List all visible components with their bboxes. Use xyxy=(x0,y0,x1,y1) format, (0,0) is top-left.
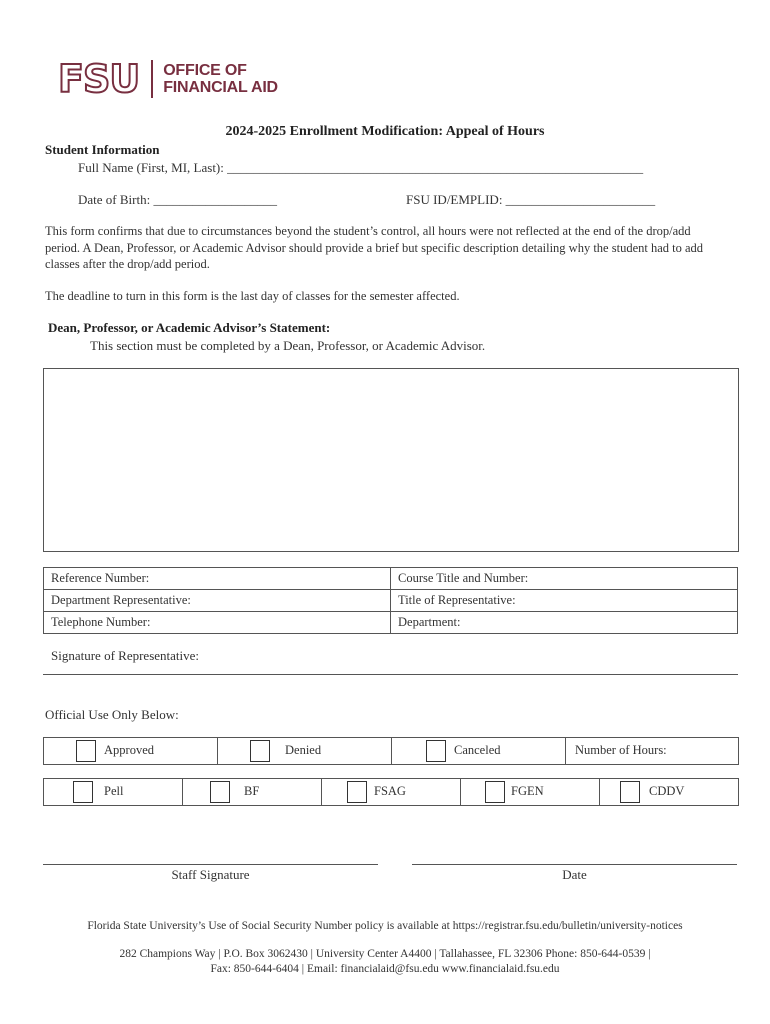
fgen-label: FGEN xyxy=(511,784,544,798)
approved-cell xyxy=(44,738,218,764)
fgen-cell xyxy=(461,779,600,805)
statement-heading: Dean, Professor, or Academic Advisor’s Statement: xyxy=(48,320,331,335)
department-representative-field[interactable]: Department Representative: xyxy=(44,590,391,612)
cddv-cell xyxy=(600,779,738,805)
fsag-cell xyxy=(322,779,461,805)
fsu-financial-aid-logo xyxy=(58,57,278,101)
funds-row xyxy=(43,778,739,806)
logo-line-2: FINANCIAL AID xyxy=(163,79,278,96)
statement-note: This section must be completed by a Dean, Professor, or Academic Advisor. xyxy=(90,338,486,353)
cddv-checkbox[interactable] xyxy=(620,781,640,803)
denied-cell xyxy=(218,738,392,764)
canceled-label: Canceled xyxy=(454,743,501,757)
representative-info-table xyxy=(43,567,738,634)
number-of-hours-label: Number of Hours: xyxy=(575,743,667,757)
date-line[interactable] xyxy=(412,864,737,865)
student-info-heading: Student Information xyxy=(45,142,160,157)
logo-line-1: OFFICE OF xyxy=(163,62,247,79)
full-name-field[interactable]: Full Name (First, MI, Last): ________________________________________________________________ xyxy=(78,160,644,175)
cddv-label: CDDV xyxy=(649,784,685,798)
fsag-checkbox[interactable] xyxy=(347,781,367,803)
pell-label: Pell xyxy=(104,784,124,798)
official-use-heading: Official Use Only Below: xyxy=(45,707,179,722)
deadline-paragraph: The deadline to turn in this form is the last day of classes for the semester affected. xyxy=(45,289,460,303)
office-contact: Fax: 850-644-6404 | Email: financialaid@fsu.edu www.financialaid.fsu.edu xyxy=(210,963,560,975)
approved-label: Approved xyxy=(104,743,154,757)
table-row xyxy=(44,590,738,612)
table-row xyxy=(44,568,738,590)
bf-cell xyxy=(183,779,322,805)
date-of-birth-field[interactable]: Date of Birth: ___________________ xyxy=(78,192,277,207)
bf-checkbox[interactable] xyxy=(210,781,230,803)
reference-number-field[interactable]: Reference Number: xyxy=(44,568,391,590)
fsu-id-field[interactable]: FSU ID/EMPLID: _______________________ xyxy=(406,192,656,207)
denied-checkbox[interactable] xyxy=(250,740,270,762)
form-title: 2024-2025 Enrollment Modification: Appeal of Hours xyxy=(225,124,545,139)
ssn-policy-note: Florida State University’s Use of Social Security Number policy is available at https://registrar.fsu.edu/bulletin/university-notices xyxy=(87,920,683,932)
fsu-logo-mark: FSU xyxy=(58,57,140,101)
telephone-number-field[interactable]: Telephone Number: xyxy=(44,612,391,634)
logo-text xyxy=(163,62,278,96)
logo-divider xyxy=(151,60,153,98)
intro-paragraph: This form confirms that due to circumstances beyond the student’s control, all hours were not reflected at the end of the drop/add period. A Dean, Professor, or Academic Advisor should provide a brief but specific description detailing why the student had to add classes after the drop/add period. xyxy=(45,224,704,271)
signature-line[interactable] xyxy=(43,674,738,675)
fgen-checkbox[interactable] xyxy=(485,781,505,803)
date-label: Date xyxy=(562,867,587,882)
statement-text-area[interactable] xyxy=(43,368,739,552)
status-row xyxy=(43,737,739,765)
office-address: 282 Champions Way | P.O. Box 3062430 | University Center A4400 | Tallahassee, FL 32306 Phone: 850-644-0539 | xyxy=(119,948,651,960)
pell-checkbox[interactable] xyxy=(73,781,93,803)
staff-signature-line[interactable] xyxy=(43,864,378,865)
signature-label: Signature of Representative: xyxy=(51,648,200,663)
table-row xyxy=(44,612,738,634)
canceled-cell xyxy=(392,738,566,764)
denied-label: Denied xyxy=(285,743,322,757)
bf-label: BF xyxy=(244,784,260,798)
department-field[interactable]: Department: xyxy=(391,612,738,634)
title-of-representative-field[interactable]: Title of Representative: xyxy=(391,590,738,612)
fsag-label: FSAG xyxy=(374,784,406,798)
pell-cell xyxy=(44,779,183,805)
canceled-checkbox[interactable] xyxy=(426,740,446,762)
approved-checkbox[interactable] xyxy=(76,740,96,762)
staff-signature-label: Staff Signature xyxy=(171,867,250,882)
course-title-field[interactable]: Course Title and Number: xyxy=(391,568,738,590)
number-of-hours-cell[interactable] xyxy=(566,738,738,764)
